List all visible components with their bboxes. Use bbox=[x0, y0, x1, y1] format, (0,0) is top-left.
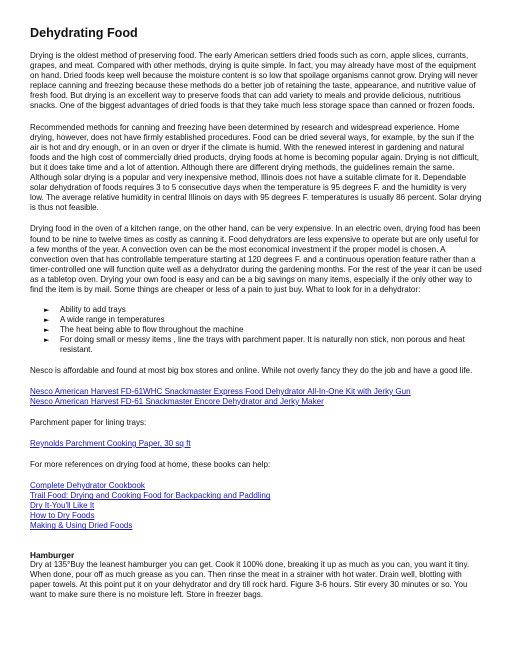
intro-paragraph: Drying is the oldest method of preserving food. The early American settlers dried foods such as corn, apple slices, currants, grapes, and meat. Compared with other methods, drying is quite simple. In fact, you may already have most of the equipment on hand. Dried foods keep well because the moisture content is so low that spoilage organisms cannot grow. Drying will never replace canning and freezing because these methods do a better job of retaining the taste, appearance, and nutritive value of fresh food. But drying is an excellent way to preserve foods that can add variety to meals and provide delicious, nutritious snacks. One of the biggest advantages of dried foods is that they take much less storage space than canned or frozen foods. bbox=[30, 51, 478, 111]
dehydrator-links bbox=[30, 387, 482, 407]
book-link[interactable]: Complete Dehydrator Cookbook bbox=[30, 481, 145, 491]
hamburger-heading: Hamburger bbox=[30, 549, 75, 560]
dehydrator-features-list bbox=[30, 305, 482, 355]
books-paragraph: For more references on drying food at home, these books can help: bbox=[30, 460, 271, 469]
book-links bbox=[30, 481, 482, 531]
methods-paragraph: Recommended methods for canning and freezing have been determined by research and widespread experience. Home drying, however, does not have firmly established procedures. Food can be dried several ways, for example, by the sun if the air is hot and dry enough, or in an oven or dryer if the climate is humid. With the renewed interest in gardening and natural foods and the high cost of commercially dried products, drying foods at home is becoming popular again. Drying is not difficult, but it does take time and a lot of attention. Although there are different drying methods, the guidelines remain the same. Although solar drying is a popular and very inexpensive method, Illinois does not have a suitable climate for it. Dependable solar dehydration of foods requires 3 to 5 consecutive days when the temperature is 95 degrees F. and the humidity is very low. The average relative humidity in central Illinois on days with 95 degrees F. temperatures is usually 86 percent. Solar drying is thus not feasible. bbox=[30, 122, 482, 213]
list-item: ► A wide range in temperatures bbox=[44, 315, 482, 325]
parchment-paragraph: Parchment paper for lining trays: bbox=[30, 417, 147, 427]
dehydrator-link[interactable]: Nesco American Harvest FD-61 Snackmaster Encore Dehydrator and Jerky Maker bbox=[30, 396, 324, 406]
parchment-link[interactable]: Reynolds Parchment Cooking Paper, 30 sq ft bbox=[30, 438, 191, 448]
document-page bbox=[30, 26, 482, 611]
list-item: ► Ability to add trays bbox=[44, 305, 482, 315]
parchment-links bbox=[30, 439, 482, 449]
book-link[interactable]: Trail Food: Drying and Cooking Food for Backpacking and Paddling bbox=[30, 491, 271, 501]
book-link[interactable]: Making & Using Dried Foods bbox=[30, 521, 133, 531]
book-link[interactable]: How to Dry Foods bbox=[30, 511, 95, 521]
list-item: ► For doing small or messy items , line the trays with parchment paper. It is naturally non stick, non porous and heat resistant. bbox=[44, 335, 482, 355]
dehydrator-link[interactable]: Nesco American Harvest FD-61WHC Snackmaster Express Food Dehydrator All-In-One Kit with Jerky Gun bbox=[30, 386, 411, 396]
list-item: ► The heat being able to flow throughout the machine bbox=[44, 325, 482, 335]
nesco-paragraph: Nesco is affordable and found at most big box stores and online. While not overly fancy they do the job and have a good life. bbox=[30, 365, 473, 375]
page-title: Dehydrating Food bbox=[30, 26, 138, 40]
hamburger-paragraph: Dry at 135°Buy the leanest hamburger you can get. Cook it 100% done, breaking it up as much as you can, you want it tiny. When done, pour off as much grease as you can. Then rinse the meat in a strainer with hot water. Drain well, blotting with paper towels. At this point put it on your dehydrator and dry till rock hard. Figure 3-6 hours. Stir every 30 minutes or so. You want to make sure there is no moisture left. Store in freezer bags. bbox=[30, 559, 470, 599]
oven-paragraph: Drying food in the oven of a kitchen range, on the other hand, can be very expensive. In an electric oven, drying food has been found to be nine to twelve times as costly as canning it. Food dehydrators are less expensive to operate but are only useful for a few months of the year. A convection oven can be the most economical investment if the proper model is chosen. A convection oven that has controllable temperature starting at 120 degrees F. and a continuous operation feature rather than a timer-controlled one will function quite well as a dehydrator during the gardening months. For the rest of the year it can be used as a tabletop oven. Drying your own food is easy and can be a big savings on many items, especially if the only other way to find the item is by mail. Some things are cheaper or less of a pain to just buy. What to look for in a dehydrator: bbox=[30, 224, 482, 294]
book-link[interactable]: Dry It-You'll Like It bbox=[30, 501, 95, 511]
